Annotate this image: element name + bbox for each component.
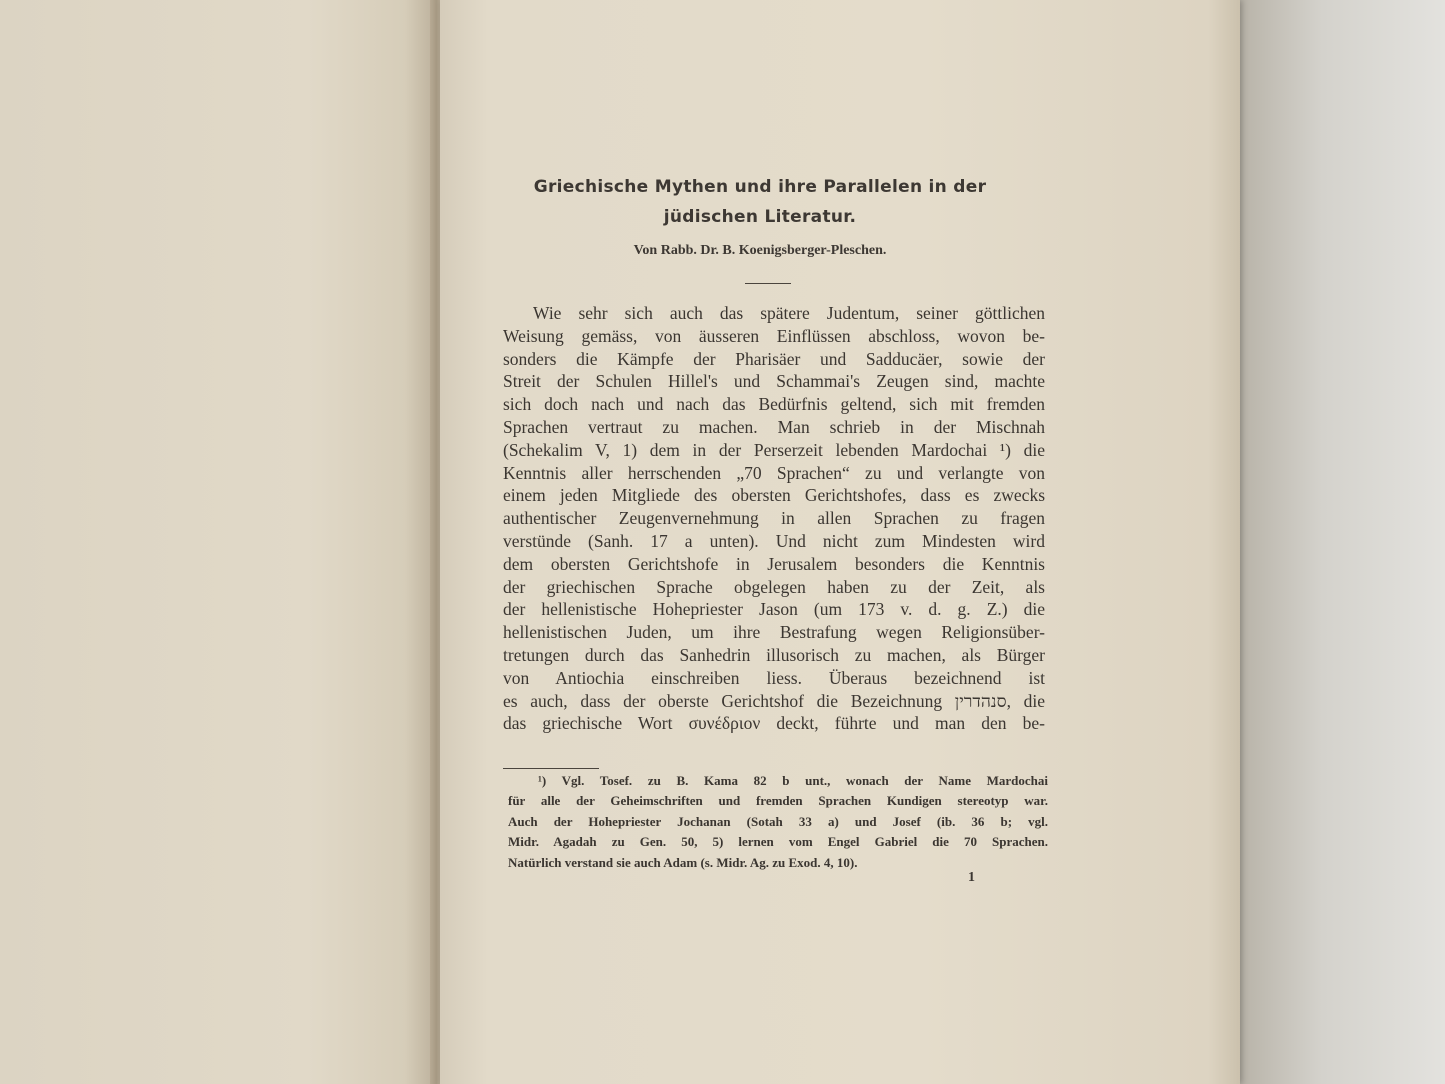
left-page: [0, 0, 440, 1084]
body-line: der griechischen Sprache obgelegen haben zu der Zeit, als: [503, 576, 1045, 597]
body-line: einem jeden Mitgliede des obersten Gerichtshofes, dass es zwecks: [503, 485, 1045, 506]
body-line: es auch, dass der oberste Gerichtshof die Bezeichnung סנהדרין, die: [503, 690, 1045, 711]
title-divider: [745, 283, 791, 284]
body-line: hellenistischen Juden, um ihre Bestrafung wegen Religionsüber-: [503, 622, 1045, 643]
body-line: der hellenistische Hohepriester Jason (um 173 v. d. g. Z.) die: [503, 599, 1045, 620]
body-line: Weisung gemäss, von äusseren Einflüssen abschloss, wovon be-: [503, 325, 1045, 346]
footnote-divider: [503, 768, 599, 769]
body-line: Kenntnis aller herrschenden „70 Sprachen“ zu und verlangte von: [503, 462, 1045, 483]
background-surface: [1240, 0, 1445, 1084]
footnote: [508, 771, 1048, 873]
body-line: sich doch nach und nach das Bedürfnis geltend, sich mit fremden: [503, 394, 1045, 415]
author-line: Von Rabb. Dr. B. Koenigsberger-Pleschen.: [633, 243, 887, 258]
body-line: (Schekalim V, 1) dem in der Perserzeit lebenden Mardochai ¹) die: [503, 439, 1045, 460]
title-line-2: jüdischen Literatur.: [663, 207, 857, 227]
article-title: [460, 172, 1060, 232]
page-number: 1: [968, 870, 975, 885]
body-line: verstünde (Sanh. 17 a unten). Und nicht zum Mindesten wird: [503, 530, 1045, 551]
body-line: tretungen durch das Sanhedrin illusorisch zu machen, als Bürger: [503, 644, 1045, 665]
body-line: Streit der Schulen Hillel's und Schammai's Zeugen sind, machte: [503, 371, 1045, 392]
body-line: authentischer Zeugenvernehmung in allen Sprachen zu fragen: [503, 508, 1045, 529]
body-text: [503, 302, 1045, 735]
title-line-1: Griechische Mythen und ihre Parallelen in der: [533, 177, 987, 197]
body-line: Sprachen vertraut zu machen. Man schrieb in der Mischnah: [503, 416, 1045, 437]
footnote-line: Natürlich verstand sie auch Adam (s. Midr. Ag. zu Exod. 4, 10).: [508, 854, 858, 870]
body-line: von Antiochia einschreiben liess. Überaus bezeichnend ist: [503, 667, 1045, 688]
footnote-line: Midr. Agadah zu Gen. 50, 5) lernen vom Engel Gabriel die 70 Sprachen.: [508, 834, 1048, 850]
body-line: dem obersten Gerichtshofe in Jerusalem besonders die Kenntnis: [503, 553, 1045, 574]
footnote-line: Auch der Hohepriester Jochanan (Sotah 33 a) und Josef (ib. 36 b; vgl.: [508, 813, 1048, 829]
footnote-line: ¹) Vgl. Tosef. zu B. Kama 82 b unt., wonach der Name Mardochai: [538, 773, 1048, 788]
footnote-line: für alle der Geheimschriften und fremden Sprachen Kundigen stereotyp war.: [508, 793, 1048, 809]
body-line: sonders die Kämpfe der Pharisäer und Sadducäer, sowie der: [503, 348, 1045, 369]
body-line: Wie sehr sich auch das spätere Judentum, seiner göttlichen: [533, 303, 1045, 323]
body-line: das griechische Wort συνέδριον deckt, führte und man den be-: [503, 713, 1045, 734]
